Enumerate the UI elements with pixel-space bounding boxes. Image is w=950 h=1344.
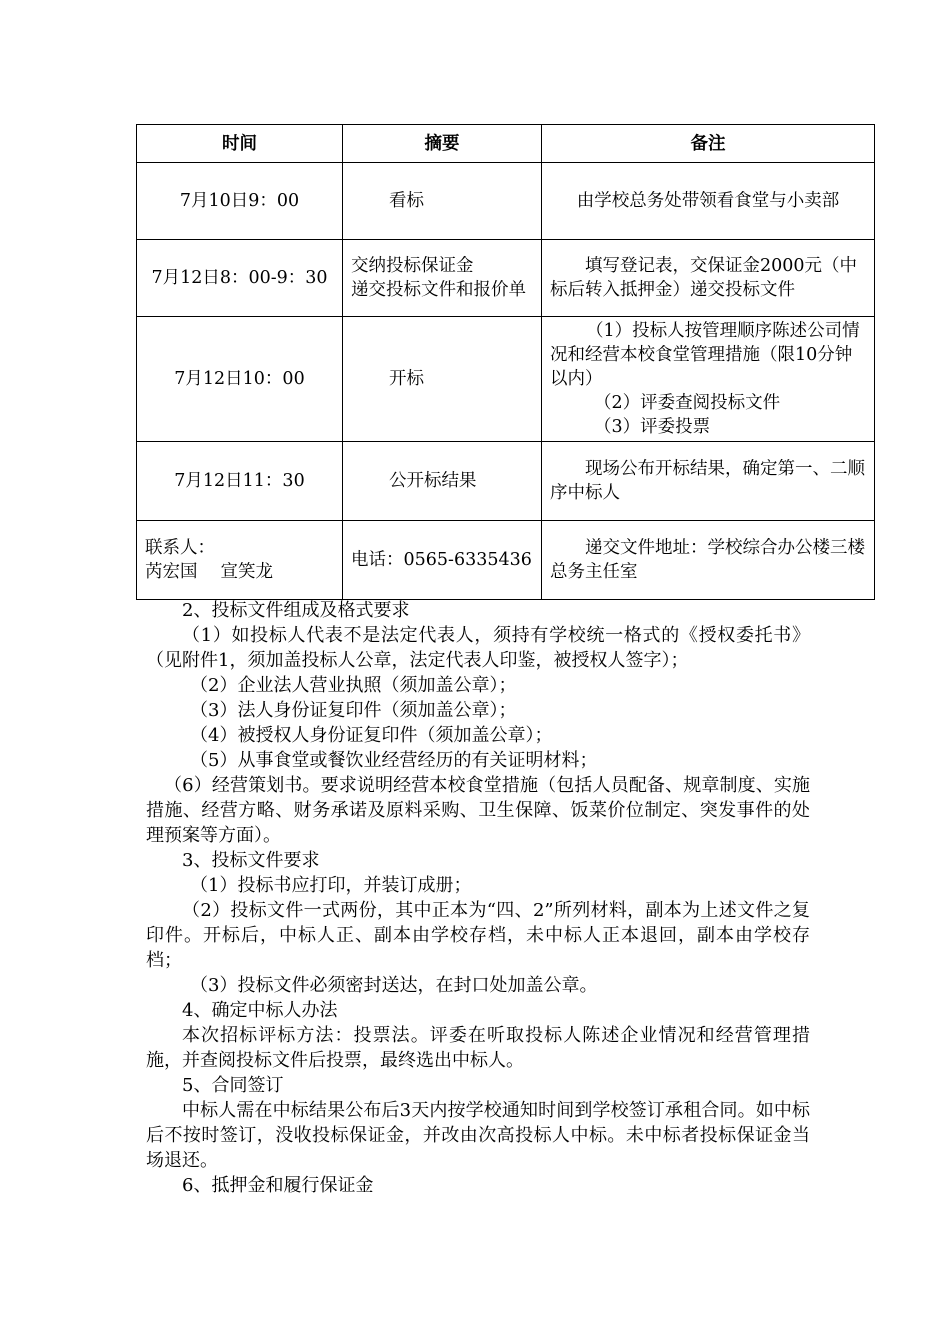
note-line: （3）评委投票 xyxy=(594,417,711,437)
row-time: 7月12日8：00-9：30 xyxy=(137,240,343,317)
summary-line: 交纳投标保证金 xyxy=(351,256,474,276)
section-heading: 4、确定中标人办法 xyxy=(182,1000,338,1021)
section-item: （6）经营策划书。要求说明经营本校食堂措施（包括人员配备、规章制度、实施措施、经营方略、财务承诺及原料采购、卫生保障、饭菜价位制定、突发事件的处理预案等方面）。 xyxy=(146,775,810,846)
row-contact xyxy=(137,521,343,600)
table-row xyxy=(137,163,875,240)
header-note: 备注 xyxy=(542,125,875,163)
note-line: （2）评委查阅投标文件 xyxy=(594,393,781,413)
row-summary: 开标 xyxy=(343,317,542,442)
row-phone: 电话：0565-6335436 xyxy=(343,521,542,600)
section-item: 中标人需在中标结果公布后3天内按学校通知时间到学校签订承租合同。如中标后不按时签订，没收投标保证金，并改由次高投标人中标。未中标者投标保证金当场退还。 xyxy=(146,1100,810,1171)
section-heading: 5、合同签订 xyxy=(182,1075,284,1096)
row-note: 填写登记表，交保证金2000元（中标后转入抵押金）递交投标文件 xyxy=(542,240,875,317)
row-address: 递交文件地址：学校综合办公楼三楼总务主任室 xyxy=(542,521,875,600)
body-text xyxy=(146,598,810,1198)
section-item: （1）投标书应打印，并装订成册； xyxy=(190,875,472,896)
section-item: （1）如投标人代表不是法定代表人，须持有学校统一格式的《授权委托书》（见附件1，须加盖投标人公章，法定代表人印鉴，被授权人签字）； xyxy=(146,625,810,671)
row-time: 7月12日11：30 xyxy=(137,442,343,521)
section-item: （2）企业法人营业执照（须加盖公章）； xyxy=(190,675,517,696)
table-row xyxy=(137,442,875,521)
schedule-table xyxy=(136,124,875,600)
section-heading: 2、投标文件组成及格式要求 xyxy=(182,600,410,621)
row-note: 由学校总务处带领看食堂与小卖部 xyxy=(542,163,875,240)
table-row xyxy=(137,521,875,600)
table-row xyxy=(137,240,875,317)
section-item: （2）投标文件一式两份，其中正本为“四、2”所列材料，副本为上述文件之复印件。开标后，中标人正、副本由学校存档，未中标人正本退回，副本由学校存档； xyxy=(146,900,810,971)
row-note xyxy=(542,317,875,442)
section-item: （5）从事食堂或餐饮业经营经历的有关证明材料； xyxy=(190,750,598,771)
contact-names: 芮宏国 宣笑龙 xyxy=(145,562,274,582)
row-summary xyxy=(343,240,542,317)
header-summary: 摘要 xyxy=(343,125,542,163)
contact-label: 联系人： xyxy=(145,538,215,558)
note-line: （1）投标人按管理顺序陈述公司情况和经营本校食堂管理措施（限10分钟以内） xyxy=(550,321,860,389)
section-item: （3）法人身份证复印件（须加盖公章）； xyxy=(190,700,517,721)
section-item: 本次招标评标方法：投票法。评委在听取投标人陈述企业情况和经营管理措施，并查阅投标文件后投票，最终选出中标人。 xyxy=(146,1025,810,1071)
row-summary: 看标 xyxy=(343,163,542,240)
header-time: 时间 xyxy=(137,125,343,163)
section-item: （4）被授权人身份证复印件（须加盖公章）； xyxy=(190,725,553,746)
row-time: 7月10日9：00 xyxy=(137,163,343,240)
section-heading: 3、投标文件要求 xyxy=(182,850,320,871)
row-note: 现场公布开标结果，确定第一、二顺序中标人 xyxy=(542,442,875,521)
table-header-row xyxy=(137,125,875,163)
section-item: （3）投标文件必须密封送达，在封口处加盖公章。 xyxy=(190,975,598,996)
table-row xyxy=(137,317,875,442)
row-time: 7月12日10：00 xyxy=(137,317,343,442)
summary-line: 递交投标文件和报价单 xyxy=(351,280,526,300)
row-summary: 公开标结果 xyxy=(343,442,542,521)
section-heading: 6、抵押金和履行保证金 xyxy=(182,1175,374,1196)
